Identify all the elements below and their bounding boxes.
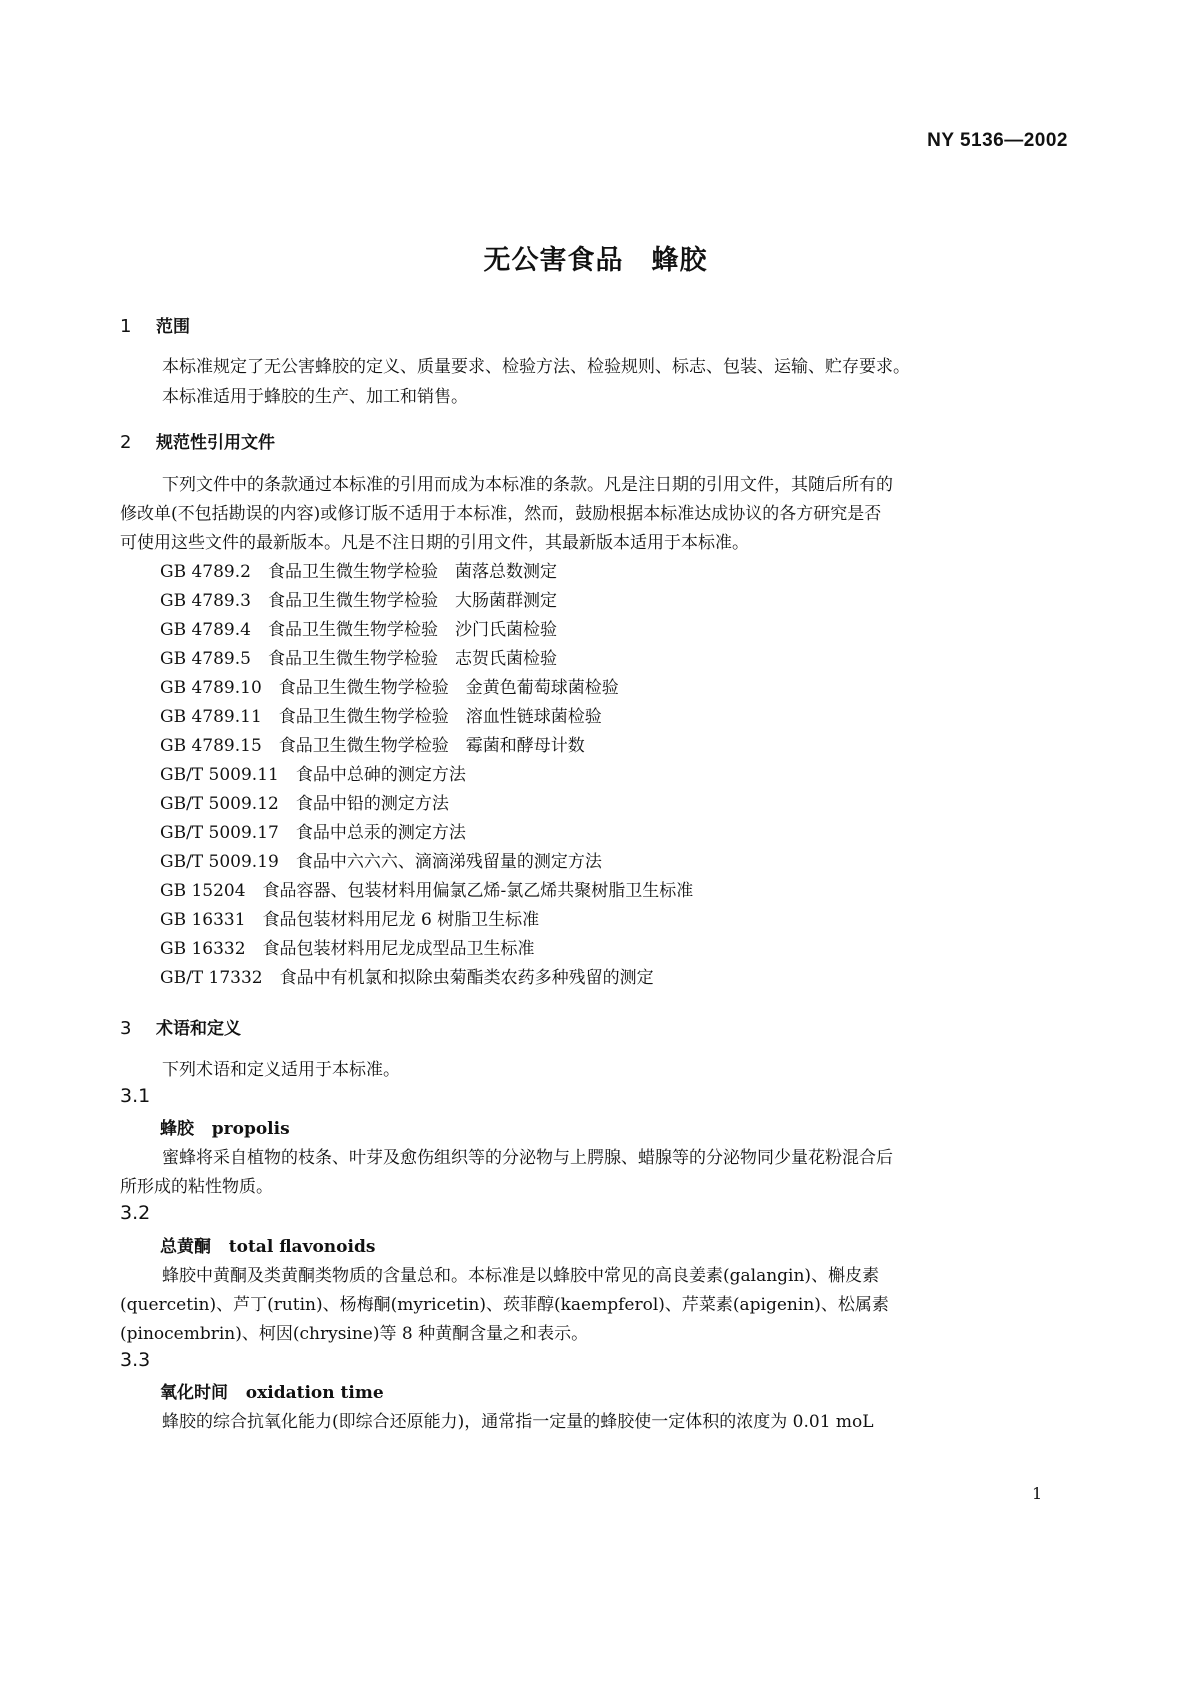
term-heading	[160, 1378, 384, 1403]
term-chinese: 氧化时间	[160, 1383, 228, 1403]
paragraph-line: 本标准规定了无公害蜂胶的定义、质量要求、检验方法、检验规则、标志、包装、运输、贮存要求。	[162, 357, 910, 377]
document-title: 无公害食品 蜂胶	[483, 245, 708, 276]
paragraph-line: 蜜蜂将采自植物的枝条、叶芽及愈伤组织等的分泌物与上腭腺、蜡腺等的分泌物同少量花粉混合后	[162, 1148, 893, 1168]
section-number: 1	[120, 316, 132, 337]
reference-item: GB/T 5009.17 食品中总汞的测定方法	[160, 823, 466, 843]
section-title: 范围	[156, 317, 190, 337]
reference-item: GB 4789.4 食品卫生微生物学检验 沙门氏菌检验	[160, 620, 557, 640]
section-2-heading	[120, 428, 275, 453]
term-heading	[160, 1232, 375, 1257]
paragraph-line: 蜂胶的综合抗氧化能力(即综合还原能力)，通常指一定量的蜂胶使一定体积的浓度为 0.01 moL	[162, 1412, 874, 1432]
document-code: NY 5136—2002	[927, 130, 1068, 151]
section-number: 3	[120, 1018, 132, 1039]
term-english: total flavonoids	[228, 1237, 376, 1257]
reference-item: GB 4789.5 食品卫生微生物学检验 志贺氏菌检验	[160, 649, 557, 669]
subclause-number: 3.2	[120, 1202, 151, 1224]
term-english: propolis	[211, 1119, 290, 1139]
reference-item: GB 16332 食品包装材料用尼龙成型品卫生标准	[160, 939, 535, 959]
paragraph-line: 下列术语和定义适用于本标准。	[162, 1060, 400, 1080]
paragraph-line: (quercetin)、芦丁(rutin)、杨梅酮(myricetin)、莰菲醇(kaempferol)、芹菜素(apigenin)、松属素	[120, 1295, 889, 1315]
normative-references-list	[160, 557, 1040, 997]
reference-item: GB 15204 食品容器、包装材料用偏氯乙烯-氯乙烯共聚树脂卫生标准	[160, 881, 694, 901]
reference-item: GB 4789.11 食品卫生微生物学检验 溶血性链球菌检验	[160, 707, 602, 727]
paragraph-line: 下列文件中的条款通过本标准的引用而成为本标准的条款。凡是注日期的引用文件，其随后所有的	[162, 475, 893, 495]
subclause-number: 3.1	[120, 1085, 151, 1107]
reference-item: GB/T 5009.19 食品中六六六、滴滴涕残留量的测定方法	[160, 852, 602, 872]
term-chinese: 总黄酮	[160, 1237, 211, 1257]
term-heading	[160, 1114, 290, 1139]
reference-item: GB/T 17332 食品中有机氯和拟除虫菊酯类农药多种残留的测定	[160, 968, 654, 988]
reference-item: GB 4789.3 食品卫生微生物学检验 大肠菌群测定	[160, 591, 557, 611]
page-number: 1	[1032, 1484, 1043, 1503]
paragraph-line: 蜂胶中黄酮及类黄酮类物质的含量总和。本标准是以蜂胶中常见的高良姜素(galangin)、槲皮素	[162, 1266, 880, 1286]
paragraph-line: 修改单(不包括勘误的内容)或修订版不适用于本标准，然而，鼓励根据本标准达成协议的各方研究是否	[120, 504, 882, 524]
paragraph-line: 本标准适用于蜂胶的生产、加工和销售。	[162, 387, 468, 407]
term-chinese: 蜂胶	[160, 1119, 194, 1139]
reference-item: GB 4789.10 食品卫生微生物学检验 金黄色葡萄球菌检验	[160, 678, 619, 698]
reference-item: GB/T 5009.11 食品中总砷的测定方法	[160, 765, 466, 785]
paragraph-line: 所形成的粘性物质。	[120, 1177, 273, 1197]
subclause-number: 3.3	[120, 1349, 151, 1371]
section-title: 规范性引用文件	[156, 433, 275, 453]
paragraph-line: 可使用这些文件的最新版本。凡是不注日期的引用文件，其最新版本适用于本标准。	[120, 533, 749, 553]
term-english: oxidation time	[245, 1383, 384, 1403]
section-number: 2	[120, 432, 132, 453]
section-title: 术语和定义	[156, 1019, 241, 1039]
reference-item: GB 4789.15 食品卫生微生物学检验 霉菌和酵母计数	[160, 736, 585, 756]
reference-item: GB 16331 食品包装材料用尼龙 6 树脂卫生标准	[160, 910, 540, 930]
paragraph-line: (pinocembrin)、柯因(chrysine)等 8 种黄酮含量之和表示。	[120, 1324, 589, 1344]
reference-item: GB 4789.2 食品卫生微生物学检验 菌落总数测定	[160, 562, 557, 582]
reference-item: GB/T 5009.12 食品中铅的测定方法	[160, 794, 449, 814]
section-1-heading	[120, 312, 190, 337]
section-3-heading	[120, 1014, 241, 1039]
